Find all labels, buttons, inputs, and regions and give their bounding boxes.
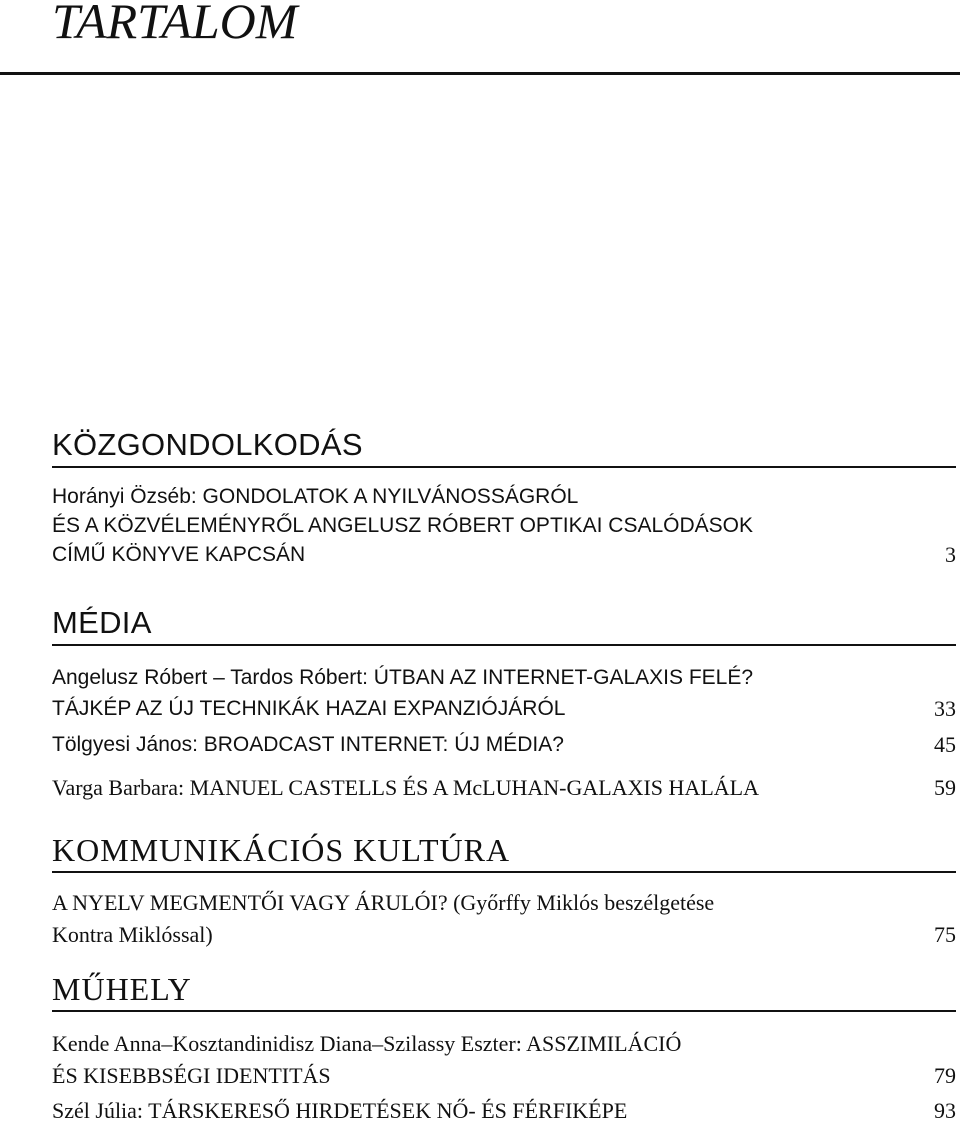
page-title: TARTALOM <box>52 0 298 49</box>
toc-entry[interactable] <box>52 887 956 951</box>
toc-entry-page: 79 <box>934 1063 956 1088</box>
toc-entry[interactable] <box>52 662 956 724</box>
toc-entry-page: 93 <box>934 1098 956 1123</box>
section-kommunikacios-kultura <box>52 833 956 951</box>
toc-entry[interactable] <box>52 1028 956 1092</box>
toc-entry-page: 75 <box>934 922 956 947</box>
toc-entry-page: 3 <box>945 542 956 567</box>
toc-entry-page: 33 <box>934 696 956 721</box>
toc-entry-page: 45 <box>934 732 956 757</box>
section-media <box>52 606 956 801</box>
toc-entry-text: Kende Anna–Kosztandinidisz Diana–Szilassy Eszter: ASSZIMILÁCIÓ ÉS KISEBBSÉGI IDENTITÁS <box>52 1031 682 1088</box>
toc-entry-text: Tölgyesi János: BROADCAST INTERNET: ÚJ MÉDIA? <box>52 733 564 756</box>
section-heading: MŰHELY <box>52 972 956 1012</box>
toc-entry[interactable] <box>52 775 956 801</box>
section-muhely <box>52 972 956 1124</box>
section-heading: KÖZGONDOLKODÁS <box>52 428 956 468</box>
toc-entry-page: 59 <box>934 775 956 800</box>
toc-entry-text: Varga Barbara: MANUEL CASTELLS ÉS A McLUHAN-GALAXIS HALÁLA <box>52 775 759 800</box>
toc-entry[interactable] <box>52 1098 956 1124</box>
toc-entry-text: Szél Júlia: TÁRSKERESŐ HIRDETÉSEK NŐ- ÉS FÉRFIKÉPE <box>52 1098 628 1123</box>
toc-entry[interactable] <box>52 732 956 758</box>
toc-entry-text: Horányi Özséb: GONDOLATOK A NYILVÁNOSSÁGRÓL ÉS A KÖZVÉLEMÉNYRŐL ANGELUSZ RÓBERT OPTIKAI CSALÓDÁSOK CÍMŰ KÖNYVE KAPCSÁN <box>52 485 753 566</box>
toc-entry[interactable] <box>52 482 956 569</box>
title-rule <box>0 72 960 75</box>
section-kozgondolkodas <box>52 428 956 569</box>
section-heading: KOMMUNIKÁCIÓS KULTÚRA <box>52 833 956 873</box>
toc-entry-text: A NYELV MEGMENTŐI VAGY ÁRULÓI? (Győrffy Miklós beszélgetése Kontra Miklóssal) <box>52 890 715 947</box>
toc-entry-text: Angelusz Róbert – Tardos Róbert: ÚTBAN AZ INTERNET-GALAXIS FELÉ? TÁJKÉP AZ ÚJ TECHNIKÁK HAZAI EXPANZIÓJÁRÓL <box>52 666 754 720</box>
section-heading: MÉDIA <box>52 606 956 646</box>
